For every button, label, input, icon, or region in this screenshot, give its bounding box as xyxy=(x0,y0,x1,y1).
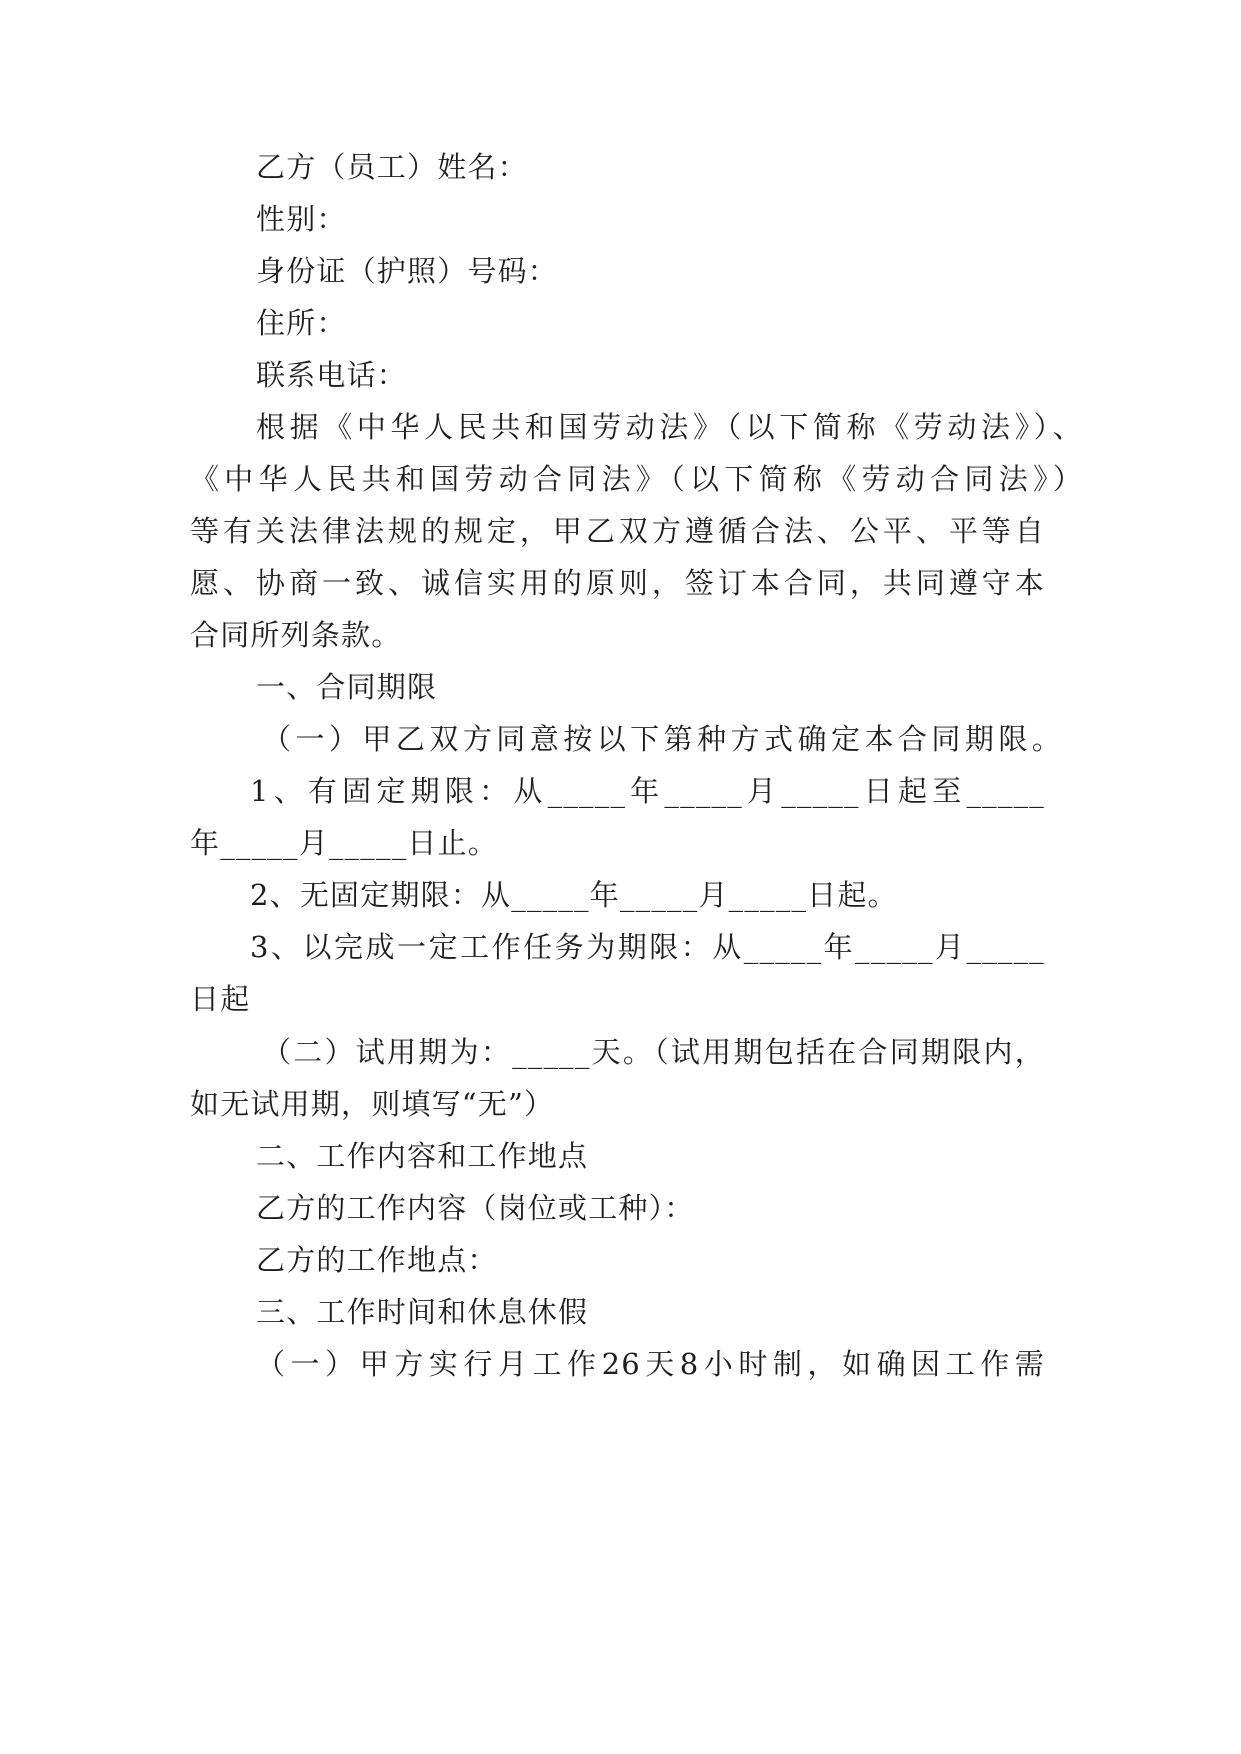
probation-line-2: 如无试用期，则填写“无”） xyxy=(190,1087,555,1121)
preamble-line-5: 合同所列条款。 xyxy=(190,618,402,652)
probation-line-1: （二）试用期为：_____天。（试用期包括在合同期限内， xyxy=(262,1035,1045,1069)
job-content-line: 乙方的工作内容（岗位或工种）： xyxy=(256,1191,695,1225)
working-hours-line: （一）甲方实行月工作26天8小时制，如确因工作需 xyxy=(256,1347,1045,1381)
preamble-line-2: 《中华人民共和国劳动合同法》（以下简称《劳动合同法》） xyxy=(190,462,1083,496)
task-term-line-1: 3、以完成一定工作任务为期限：从_____年_____月_____ xyxy=(250,930,1045,964)
residence-line: 住所： xyxy=(256,306,347,340)
open-term-line: 2、无固定期限：从_____年_____月_____日起。 xyxy=(250,878,898,912)
section-heading-3: 三、工作时间和休息休假 xyxy=(256,1295,589,1329)
preamble-line-1: 根据《中华人民共和国劳动法》（以下简称《劳动法》）、 xyxy=(256,410,1083,444)
section-heading-1: 一、合同期限 xyxy=(256,670,438,704)
fixed-term-line-1: 1、有固定期限：从_____年_____月_____日起至_____ xyxy=(250,774,1045,808)
fixed-term-line-2: 年_____月_____日止。 xyxy=(190,826,499,860)
party-b-name-line: 乙方（员工）姓名： xyxy=(256,150,528,184)
work-location-line: 乙方的工作地点： xyxy=(256,1243,498,1277)
preamble-line-3: 等有关法律法规的规定，甲乙双方遵循合法、公平、平等自 xyxy=(190,514,1045,548)
id-number-line: 身份证（护照）号码： xyxy=(256,254,559,288)
phone-line: 联系电话： xyxy=(256,358,408,392)
clause-1-1: （一）甲乙双方同意按以下第种方式确定本合同期限。 xyxy=(262,722,1062,756)
gender-line: 性别： xyxy=(256,202,347,236)
preamble-line-4: 愿、协商一致、诚信实用的原则，签订本合同，共同遵守本 xyxy=(190,566,1045,600)
section-heading-2: 二、工作内容和工作地点 xyxy=(256,1139,589,1173)
task-term-line-2: 日起 xyxy=(190,982,251,1016)
